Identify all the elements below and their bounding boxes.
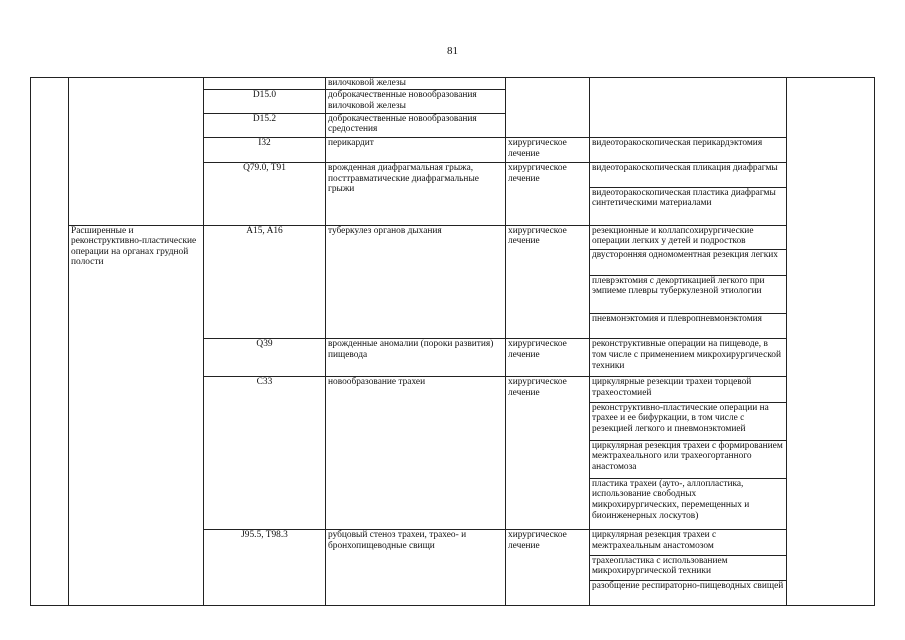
treatment-cell: хирургическое лечение bbox=[506, 225, 590, 339]
code-cell: D15.0 bbox=[204, 90, 326, 114]
diagnosis-cell: рубцовый стеноз трахеи, трахео- и бронхопищеводные свищи bbox=[326, 529, 506, 605]
method-cell: видеоторакоскопическая перикардэктомия bbox=[590, 138, 787, 163]
method-cell: пневмонэктомия и плевропневмонэктомия bbox=[590, 313, 787, 339]
code-cell bbox=[204, 78, 326, 90]
code-cell: A15, A16 bbox=[204, 225, 326, 339]
method-cell: резекционные и коллапсохирургические операции легких у детей и подростков bbox=[590, 225, 787, 250]
diagnosis-cell: врожденная диафрагмальная грыжа, посттравматические диафрагмальные грыжи bbox=[326, 163, 506, 226]
method-cell: плеврэктомия с декортикацией легкого при эмпиеме плевры туберкулезной этиологии bbox=[590, 275, 787, 313]
treatment-cell: хирургическое лечение bbox=[506, 138, 590, 163]
treatment-cell: хирургическое лечение bbox=[506, 339, 590, 377]
method-cell: реконструктивные операции на пищеводе, в том числе с применением микрохирургической техники bbox=[590, 339, 787, 377]
treatment-cell: хирургическое лечение bbox=[506, 377, 590, 530]
diagnosis-cell: новообразование трахеи bbox=[326, 377, 506, 530]
method-cell: видеоторакоскопическая пликация диафрагмы bbox=[590, 163, 787, 188]
page-number: 81 bbox=[447, 45, 458, 57]
diagnosis-cell: туберкулез органов дыхания bbox=[326, 225, 506, 339]
method-cell-empty bbox=[590, 78, 787, 138]
diagnosis-cell: врожденные аномалии (пороки развития) пищевода bbox=[326, 339, 506, 377]
number-cell bbox=[31, 78, 69, 606]
code-cell: Q39 bbox=[204, 339, 326, 377]
method-cell: трахеопластика с использованием микрохирургической техники bbox=[590, 555, 787, 581]
code-cell: Q79.0, T91 bbox=[204, 163, 326, 226]
method-cell: циркулярная резекция трахеи с межтрахеальным анастомозом bbox=[590, 529, 787, 555]
method-cell: пластика трахеи (ауто-, аллопластика, использование свободных микрохирургических, перемещенных и биоинженерных лоскутов) bbox=[590, 478, 787, 529]
code-cell: J95.5, T98.3 bbox=[204, 529, 326, 605]
group-cell-empty bbox=[69, 78, 204, 226]
diagnosis-cell: доброкачественные новообразования вилочковой железы bbox=[326, 90, 506, 114]
treatment-table bbox=[30, 77, 875, 606]
diagnosis-cell: перикардит bbox=[326, 138, 506, 163]
treatment-cell: хирургическое лечение bbox=[506, 529, 590, 605]
code-cell: I32 bbox=[204, 138, 326, 163]
diagnosis-cell: вилочковой железы bbox=[326, 78, 506, 90]
method-cell: циркулярные резекции трахеи торцевой трахеостомией bbox=[590, 377, 787, 403]
treatment-cell: хирургическое лечение bbox=[506, 163, 590, 226]
method-cell: циркулярная резекция трахеи с формированием межтрахеального или трахеогортанного анастомоза bbox=[590, 440, 787, 478]
method-cell: реконструктивно-пластические операции на трахее и ее бифуркации, в том числе с резекцией легкого и пневмонэктомией bbox=[590, 402, 787, 440]
treatment-cell-empty bbox=[506, 78, 590, 138]
extra-cell bbox=[787, 78, 875, 606]
method-cell: разобщение респираторно-пищеводных свищей bbox=[590, 581, 787, 606]
method-cell: видеоторакоскопическая пластика диафрагмы синтетическими материалами bbox=[590, 187, 787, 225]
code-cell: D15.2 bbox=[204, 113, 326, 138]
diagnosis-cell: доброкачественные новообразования средостения bbox=[326, 113, 506, 138]
group-cell: Расширенные и реконструктивно-пластические операции на органах грудной полости bbox=[69, 225, 204, 605]
method-cell: двусторонняя одномоментная резекция легких bbox=[590, 250, 787, 276]
code-cell: C33 bbox=[204, 377, 326, 530]
